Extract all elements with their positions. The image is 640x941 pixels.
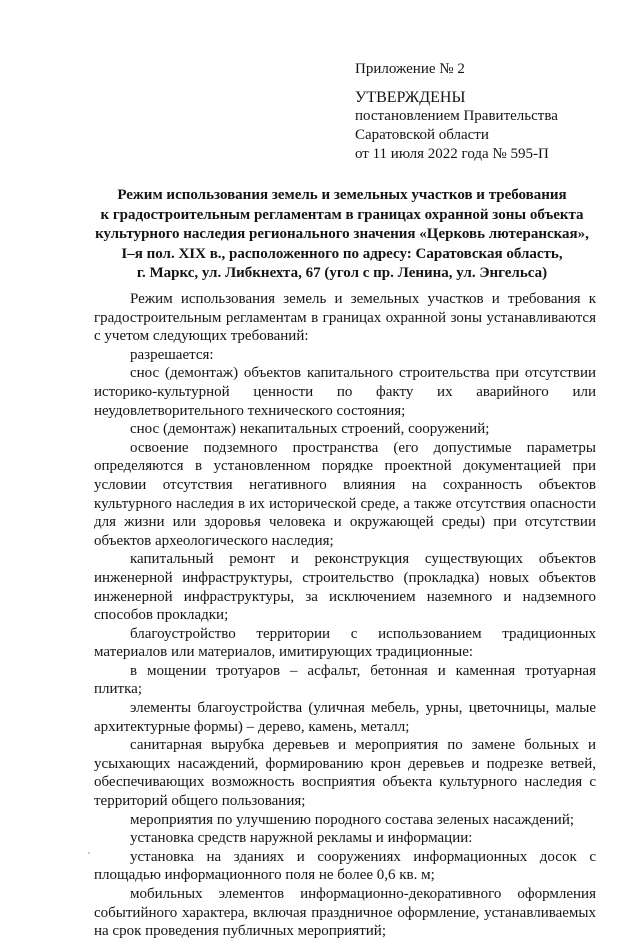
approval-line-date: от 11 июля 2022 года № 595-П xyxy=(355,146,549,162)
paragraph-underground: освоение подземного пространства (его допустимые параметры определяются в установленном порядке проектной документацией при условии отсутствия негативного влияния на сохранность объектов культурного наследия в их исторической среде, а также отсутствия опасности для жизни или здоровья человека и окружающей среды) при отсутствии объектов археологического наследия; xyxy=(94,439,596,549)
approval-line-region: Саратовской области xyxy=(355,127,489,143)
title-line: Режим использования земель и земельных участков и требования xyxy=(117,187,567,203)
paragraph-info-boards: установка на зданиях и сооружениях информационных досок с площадью информационного поля не более 0,6 кв. м; xyxy=(94,848,596,884)
title-line: культурного наследия регионального значения «Церковь лютеранская», xyxy=(95,226,589,242)
paragraph-landscaping: благоустройство территории с использованием традиционных материалов или материалов, имитирующих традиционные: xyxy=(94,625,596,661)
paragraph-infrastructure: капитальный ремонт и реконструкция существующих объектов инженерной инфраструктуры, строительство (прокладка) новых объектов инженерной инфраструктуры, за исключением наземного и надземного способов прокладки; xyxy=(94,551,596,624)
title-line: г. Маркс, ул. Либкнехта, 67 (угол с пр. Ленина, ул. Энгельса) xyxy=(136,265,548,281)
paragraph-allowed: разрешается: xyxy=(130,346,214,363)
paragraph-elements: элементы благоустройства (уличная мебель, урны, цветочницы, малые архитектурные формы) – дерево, камень, металл; xyxy=(94,700,596,735)
paragraph-intro: Режим использования земель и земельных участков и требования к градостроительным регламентам в границах охранной зоны устанавливаются с учетом следующих требований: xyxy=(94,291,596,345)
title-line: I–я пол. XIX в., расположенного по адресу: Саратовская область, xyxy=(121,245,563,262)
approval-block xyxy=(355,60,558,164)
title-line: к градостроительным регламентам в границах охранной зоны объекта xyxy=(100,206,584,223)
scan-speck xyxy=(88,852,90,854)
paragraph-mobile-elements: мобильных элементов информационно-декоративного оформления событийного характера, включая праздничное оформление, устанавливаемых на срок проведения публичных мероприятий; xyxy=(94,886,596,940)
paragraph-paving: в мощении тротуаров – асфальт, бетонная и каменная тротуарная плитка; xyxy=(94,662,596,698)
paragraph-demolition-capital: снос (демонтаж) объектов капитального строительства при отсутствии историко-культурной ценности по факту их аварийного или неудовлетворительного технического состояния; xyxy=(94,365,596,419)
appendix-number: Приложение № 2 xyxy=(355,61,465,77)
paragraph-tree-felling: санитарная вырубка деревьев и мероприятия по замене больных и усыхающих насаждений, формированию крон деревьев и подрезке ветвей, обеспечивающих возможность восприятия объекта культурного наследия с территорий общего пользования; xyxy=(94,737,596,810)
approval-line-resolution: постановлением Правительства xyxy=(355,108,558,124)
paragraph-greenery: мероприятия по улучшению породного состава зеленых насаждений; xyxy=(130,811,575,828)
approved-heading: УТВЕРЖДЕНЫ xyxy=(355,89,466,106)
document-body xyxy=(94,290,596,941)
paragraph-advertising: установка средств наружной рекламы и информации: xyxy=(130,830,473,847)
document-title xyxy=(92,186,592,284)
paragraph-demolition-noncapital: снос (демонтаж) некапитальных строений, сооружений; xyxy=(130,421,490,438)
